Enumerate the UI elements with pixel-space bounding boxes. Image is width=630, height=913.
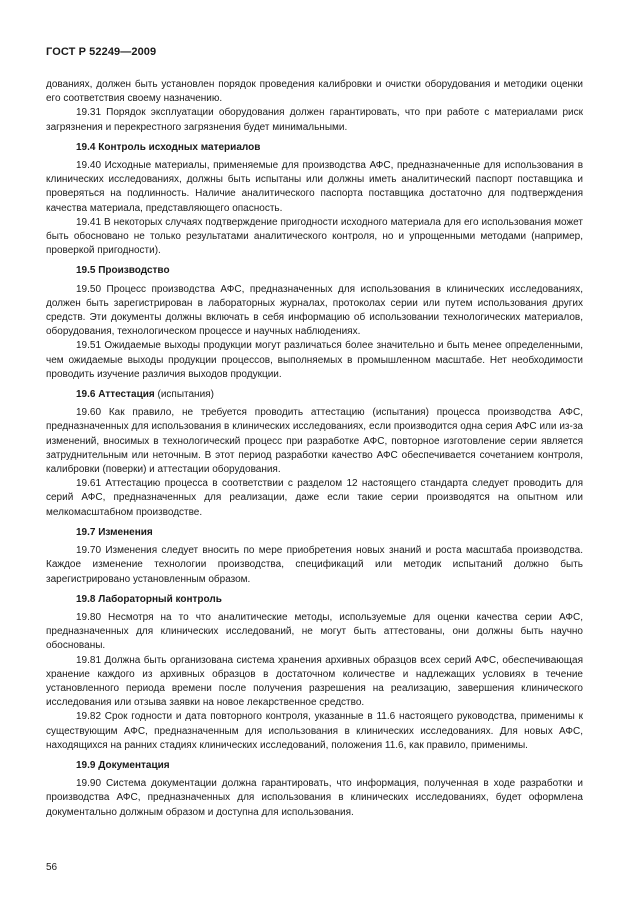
section-heading-19-6 [46, 388, 583, 402]
paragraph-19-81: 19.81 Должна быть организована система хранения архивных образцов всех серий АФС, обеспечивающая хранение каждого из архивных образцов в достаточном количестве и надлежащих условиях в течение установленного периода времени после получения разрешения на реализацию, завершения клинического исследования или отзыва заявки на новое лекарственное средство. [46, 654, 583, 709]
paragraph-19-41: 19.41 В некоторых случаях подтверждение пригодности исходного материала для его использования может быть обосновано не только результатами аналитического контроля, но и упрощенными методами (например, проверкой пригодности). [46, 216, 583, 257]
section-heading-19-7: 19.7 Изменения [76, 526, 153, 538]
paragraph-19-90: 19.90 Система документации должна гарантировать, что информация, полученная в ходе разработки и производства АФС, предназначенных для использования в клинических исследованиях, будет оформлена документально должным образом и доступна для использования. [46, 778, 583, 818]
paragraph-19-60: 19.60 Как правило, не требуется проводить аттестацию (испытания) процесса производства АФС, предназначенных для использования в клинических исследованиях, если производится одна серия АФС или из-за изменений, вносимых в технологический процесс при разработке АФС, повторное изготовление серии является затруднительным или неточным. В этот период разработки качество АФС обеспечивается сочетанием контроля, калибровки (поверки) и аттестации оборудования. [46, 407, 583, 476]
section-heading-19-8: 19.8 Лабораторный контроль [76, 593, 222, 605]
page-number: 56 [46, 862, 58, 873]
section-heading-19-6-title: 19.6 Аттестация [76, 389, 155, 401]
paragraph-19-61: 19.61 Аттестацию процесса в соответствии с разделом 12 настоящего стандарта следует проводить для серий АФС, предназначенных для реализации, даже если такие серии производятся на опытном или мелкомасштабном производстве. [46, 478, 583, 518]
paragraph-19-40: 19.40 Исходные материалы, применяемые для производства АФС, предназначенные для использования в клинических исследованиях, должны быть испытаны или должны иметь аналитический паспорт поставщика и проверяться на подлинность. Наличие аналитического паспорта поставщика достаточно для подтверждения качества материала, представляющего опасность. [46, 160, 583, 214]
standard-header: ГОСТ Р 52249—2009 [46, 46, 157, 58]
paragraph-19-82: 19.82 Срок годности и дата повторного контроля, указанные в 11.6 настоящего руководства, применимы к существующим АФС, предназначенным для использования в клинических исследованиях. Для новых АФС, находящихся на ранних стадиях клинических исследований, положения 11.6, как правило, применимы. [46, 711, 583, 751]
paragraph-intro: дованиях, должен быть установлен порядок проведения калибровки и очистки оборудования и методики оценки его соответствия своему назначению. [46, 79, 583, 105]
paragraph-19-70: 19.70 Изменения следует вносить по мере приобретения новых знаний и роста масштаба производства. Каждое изменение технологии производства, спецификаций или методик испытаний должно быть зарегистрировано установленным образом. [46, 545, 583, 585]
paragraph-19-31: 19.31 Порядок эксплуатации оборудования должен гарантировать, что при работе с материалами риск загрязнения и перекрестного загрязнения будет минимальными. [46, 107, 583, 133]
section-heading-19-9: 19.9 Документация [76, 759, 170, 771]
paragraph-19-50: 19.50 Процесс производства АФС, предназначенных для использования в клинических исследованиях, должен быть зарегистрирован в лабораторных журналах, протоколах серии или путем использования других средств. Эти документы должны включать в себя информацию об использовании технологических материалов, оборудования, технологическом процессе и научных наблюдениях. [46, 283, 583, 338]
section-heading-19-5: 19.5 Производство [76, 265, 170, 277]
page-content [46, 78, 583, 820]
section-heading-19-4: 19.4 Контроль исходных материалов [76, 141, 261, 153]
paragraph-19-80: 19.80 Несмотря на то что аналитические методы, используемые для оценки качества серии АФС, предназначенных для клинических исследований, не могут быть аттестованы, они должны быть научно обоснованы. [46, 611, 583, 652]
paragraph-19-51: 19.51 Ожидаемые выходы продукции могут различаться более значительно и быть менее определенными, чем ожидаемые выходы продукции процессов, выполняемых в промышленном масштабе. Нет необходимости проводить изучение различия выходов продукции. [46, 340, 583, 380]
section-heading-19-6-suffix: (испытания) [154, 389, 214, 401]
